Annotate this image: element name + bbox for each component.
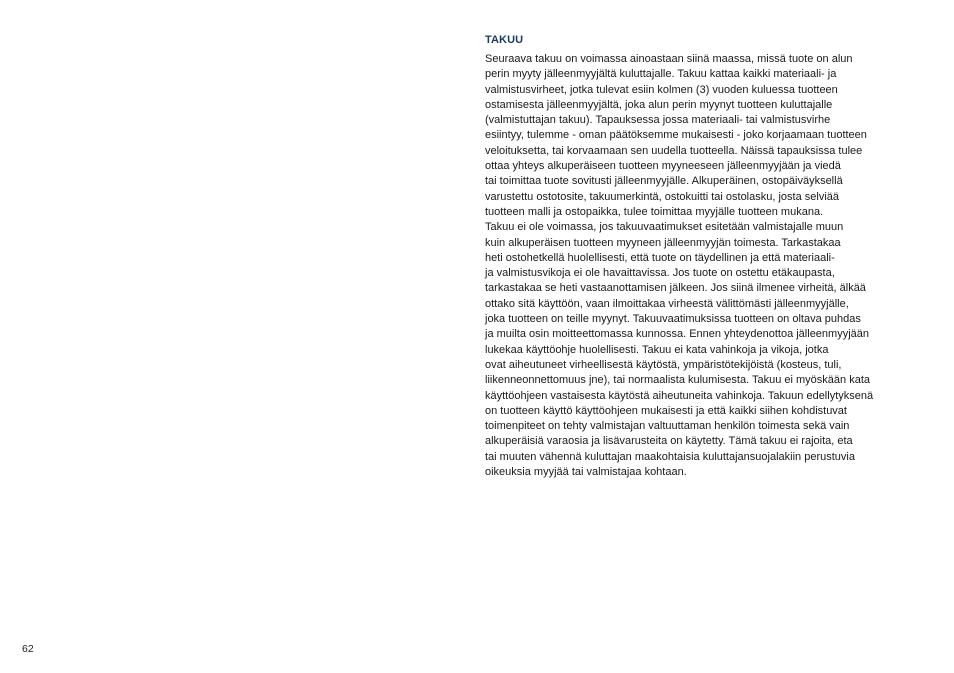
- body-text-line: ja muilta osin moitteettomassa kunnossa. Ennen yhteydenottoa jälleenmyyjään: [485, 328, 870, 341]
- body-text-line: tai toimittaa tuote sovitusti jälleenmyyjälle. Alkuperäinen, ostopäiväyksellä: [485, 175, 843, 188]
- body-text-line: tuotteen malli ja ostopaikka, tulee toimittaa myyjälle tuotteen mukana.: [485, 205, 824, 218]
- body-text-line: heti ostohetkellä huolellisesti, että tuote on täydellinen ja että materiaali-: [485, 251, 835, 264]
- body-text-line: veloituksetta, tai korvaamaan sen uudella tuotteella. Näissä tapauksissa tulee: [485, 144, 863, 157]
- body-text-line: on tuotteen käyttö käyttöohjeen mukaisesti ja että kaikki siihen kohdistuvat: [485, 404, 847, 417]
- body-text-line: toimenpiteet on tehty valmistajan valtuuttaman henkilön toimesta sekä vain: [485, 420, 850, 433]
- body-text-line: lukekaa käyttöohje huolellisesti. Takuu ei kata vahinkoja ja vikoja, jotka: [485, 343, 829, 356]
- body-text-line: kuin alkuperäisen tuotteen myyneen jälleenmyyjän toimesta. Tarkastakaa: [485, 236, 841, 249]
- body-text-line: perin myyty jälleenmyyjältä kuluttajalle. Takuu kattaa kaikki materiaali- ja: [485, 68, 837, 81]
- body-text-line: ja valmistusvikoja ei ole havaittavissa. Jos tuote on ostettu etäkaupasta,: [485, 267, 835, 280]
- body-text-line: varustettu ostotosite, takuumerkintä, ostokuitti tai ostolasku, josta selviää: [485, 190, 840, 203]
- section-heading: TAKUU: [485, 34, 524, 46]
- body-text-line: tai muuten vähennä kuluttajan maakohtaisia kuluttajansuojalakiin perustuvia: [485, 450, 855, 463]
- page-number: 62: [22, 643, 34, 655]
- body-text-line: Seuraava takuu on voimassa ainoastaan siinä maassa, missä tuote on alun: [485, 53, 853, 65]
- body-text-line: (valmistuttajan takuu). Tapauksessa jossa materiaali- tai valmistusvirhe: [485, 114, 831, 127]
- body-text-line: ottaa yhteys alkuperäiseen tuotteen myyneeseen jälleenmyyjään ja viedä: [485, 160, 841, 173]
- warranty-section: [485, 34, 925, 480]
- body-text-line: ostamisesta jälleenmyyjältä, joka alun perin myynyt tuotteen kuluttajalle: [485, 98, 833, 111]
- body-text-line: alkuperäisiä varaosia ja lisävarusteita on käytetty. Tämä takuu ei rajoita, eta: [485, 435, 853, 448]
- body-text-line: ottako sitä käyttöön, vaan ilmoittakaa virheestä välittömästi jälleenmyyjälle,: [485, 297, 849, 310]
- body-text-line: Takuu ei ole voimassa, jos takuuvaatimukset esitetään valmistajalle muun: [485, 221, 844, 234]
- body-text-line: esiintyy, tulemme - oman päätöksemme mukaisesti - joko korjaamaan tuotteen: [485, 129, 867, 142]
- body-text-line: käyttöohjeen vastaisesta käytöstä aiheutuneita vahinkoja. Takuun edellytyksenä: [485, 389, 874, 402]
- body-text-line: ovat aiheutuneet virheellisestä käytöstä, ympäristötekijöistä (kosteus, tuli,: [485, 358, 842, 371]
- body-text-line: liikenneonnettomuus jne), tai normaalista kulumisesta. Takuu ei myöskään kata: [485, 374, 870, 387]
- body-text-line: joka tuotteen on teille myynyt. Takuuvaatimuksissa tuotteen on oltava puhdas: [485, 313, 861, 326]
- body-text-line: valmistusvirheet, jotka tulevat esiin kolmen (3) vuoden kuluessa tuotteen: [485, 83, 838, 96]
- body-text-line: tarkastakaa se heti vastaanottamisen jälkeen. Jos siinä ilmenee virheitä, älkää: [485, 282, 866, 295]
- section-body: [485, 52, 925, 480]
- body-text-line: oikeuksia myyjää tai valmistajaa kohtaan.: [485, 466, 687, 479]
